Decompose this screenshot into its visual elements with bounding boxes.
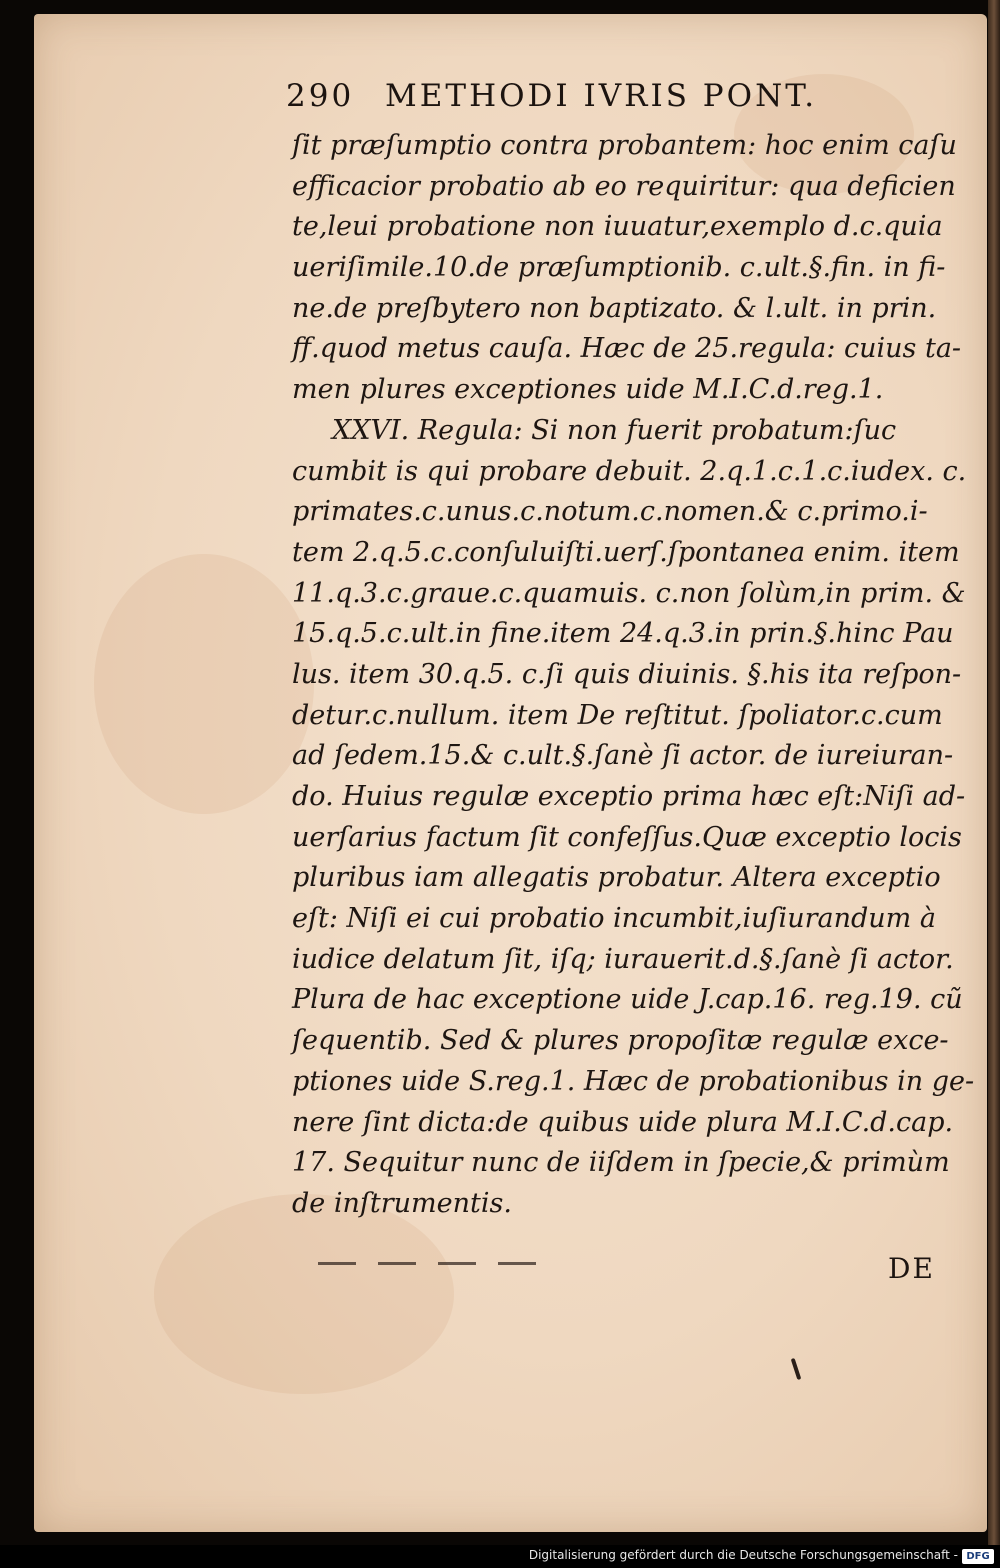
page-edge [988,0,1000,1545]
dfg-logo-icon: DFG [962,1549,994,1564]
catchword: DE [888,1252,935,1285]
text-line: XXVI. Regula: Si non fuerit probatum:ſuc [332,414,897,446]
text-line: pluribus iam allegatis probatur. Altera exceptio [292,862,941,894]
page-number: 290 [286,78,355,114]
funding-credit: Digitalisierung gefördert durch die Deutsche Forschungsgemeinschaft - [528,1548,958,1562]
text-line: ff.quod metus cauſa. Hæc de 25.regula: cuius ta- [292,333,962,365]
text-line: tem 2.q.5.c.conſuluiſti.uerſ.ſpontanea enim. item [292,536,960,568]
text-line: ptiones uide S.reg.1. Hæc de probationibus in ge- [292,1065,975,1097]
text-line: nere ſint dicta:de quibus uide plura M.I.C.d.cap. [292,1106,954,1138]
running-head-title: METHODI IVRIS PONT. [385,78,818,114]
text-line: lus. item 30.q.5. c.ſi quis diuinis. §.his ita reſpon- [292,658,962,690]
text-line: 15.q.5.c.ult.in fine.item 24.q.3.in prin.§.hinc Pau [292,618,954,650]
text-line: efficacior probatio ab eo requiritur: qua deficien [292,170,956,202]
text-line: do. Huius regulæ exceptio prima hæc eſt:Niſi ad- [292,781,966,812]
text-line: te,leui probatione non iuuatur,exemplo d.c.quia [292,211,943,243]
running-header [286,78,926,114]
text-line: ueriſimile.10.de præſumptionib. c.ult.§.fin. in fi- [292,252,946,284]
text-line: Plura de hac exceptione uide J.cap.16. reg.19. cũ [292,984,963,1016]
text-line: detur.c.nullum. item De reſtitut. ſpoliator.c.cum [292,699,943,731]
text-line: men plures exceptiones uide M.I.C.d.reg.1. [292,374,884,406]
text-line: ad ſedem.15.& c.ult.§.ſanè ſi actor. de iureiuran- [292,740,954,772]
text-line: uerſarius factum ſit confeſſus.Quæ exceptio locis [292,821,962,853]
foxing-stain [94,554,314,814]
decorative-rule [318,1262,558,1265]
text-line: ſit præſumptio contra probantem: hoc enim caſu [292,130,957,161]
text-line: de inſtrumentis. [292,1187,512,1219]
text-line: 11.q.3.c.graue.c.quamuis. c.non ſolùm,in prim. & [292,577,966,609]
body-text [292,126,975,1225]
text-line: eſt: Niſi ei cui probatio incumbit,iuſiurandum à [292,903,936,935]
text-line: primates.c.unus.c.notum.c.nomen.& c.primo.i- [292,496,928,528]
text-line: ne.de preſbytero non baptizato. & l.ult. in prin. [292,292,937,324]
text-line: ſequentib. Sed & plures propoſitæ regulæ exce- [292,1025,949,1057]
text-line: iudice delatum ſit, iſq; iurauerit.d.§.ſanè ſi actor. [292,943,954,975]
text-line: 17. Sequitur nunc de iiſdem in ſpecie,& primùm [292,1147,950,1179]
text-line: cumbit is qui probare debuit. 2.q.1.c.1.c.iudex. c. [292,455,967,487]
